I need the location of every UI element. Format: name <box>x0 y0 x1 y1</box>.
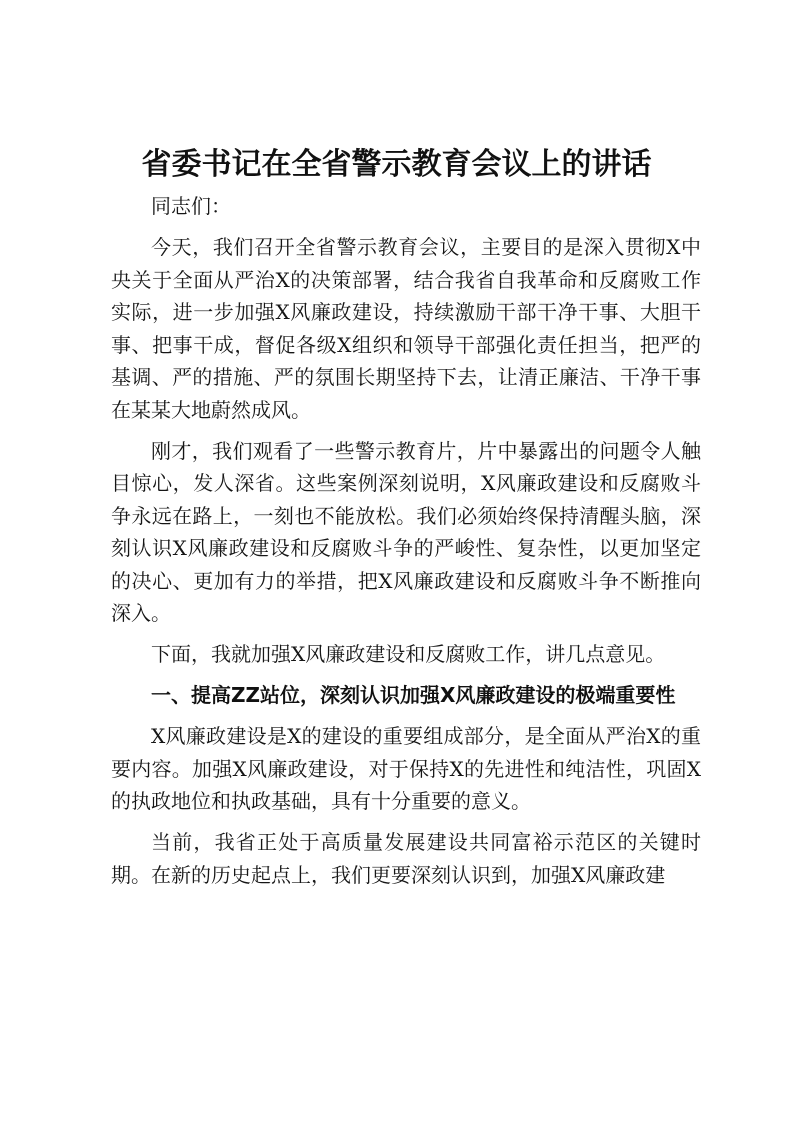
paragraph-section-1-b: 当前，我省正处于高质量发展建设共同富裕示范区的关键时期。在新的历史起点上，我们更要深刻认识到，加强X风廉政建 <box>111 830 701 887</box>
paragraph-intro-points: 下面，我就加强X风廉政建设和反腐败工作，讲几点意见。 <box>151 642 666 666</box>
paragraph-opening: 今天，我们召开全省警示教育会议，主要目的是深入贯彻X中央关于全面从严治X的决策部署，结合我省自我革命和反腐败工作实际，进一步加强X风廉政建设，持续激励干部干净干事、大胆干事、把事干成，督促各级X组织和领导干部强化责任担当，把严的基调、严的措施、严的氛围长期坚持下去，让清正廉洁、干净干事在某某大地蔚然成风。 <box>111 235 701 422</box>
section-heading-1: 一、提高ZZ站位，深刻认识加强X风廉政建设的极端重要性 <box>151 683 676 707</box>
paragraph-warning-film: 刚才，我们观看了一些警示教育片，片中暴露出的问题令人触目惊心，发人深省。这些案例深刻说明，X风廉政建设和反腐败斗争永远在路上，一刻也不能放松。我们必须始终保持清醒头脑，深刻认识X风廉政建设和反腐败斗争的严峻性、复杂性，以更加坚定的决心、更加有力的举措，把X风廉政建设和反腐败斗争不断推向深入。 <box>111 438 701 625</box>
paragraph-section-1-a: X风廉政建设是X的建设的重要组成部分，是全面从严治X的重要内容。加强X风廉政建设，对于保持X的先进性和纯洁性，巩固X的执政地位和执政基础，具有十分重要的意义。 <box>111 724 701 813</box>
salutation: 同志们： <box>151 194 231 218</box>
document-body <box>111 190 701 900</box>
document-title: 省委书记在全省警示教育会议上的讲话 <box>141 147 652 182</box>
